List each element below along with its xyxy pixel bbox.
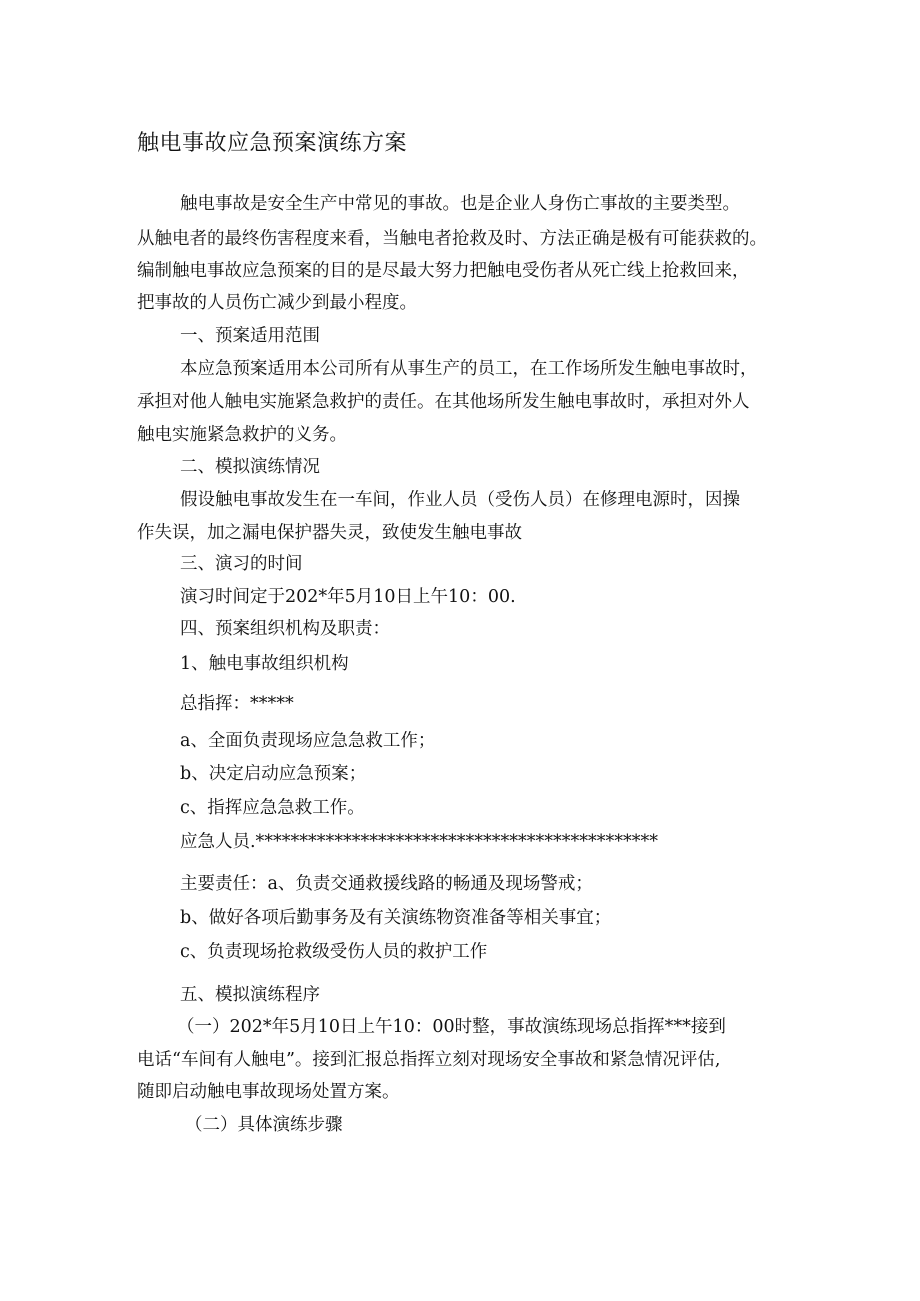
- section-heading: 三、演习的时间: [180, 554, 303, 574]
- paragraph-line: 假设触电事故发生在一车间，作业人员（受伤人员）在修理电源时，因操: [180, 490, 740, 510]
- section-heading: 四、预案组织机构及职责：: [180, 619, 390, 639]
- document-title: 触电事故应急预案演练方案: [137, 131, 408, 156]
- paragraph-line: 把事故的人员伤亡减少到最小程度。: [137, 293, 417, 313]
- paragraph-line: 主要责任：a、负责交通救援线路的畅通及现场警戒；: [180, 874, 593, 894]
- paragraph-line: 随即启动触电事故现场处置方案。: [137, 1082, 400, 1102]
- list-item: c、负责现场抢救级受伤人员的救护工作: [180, 942, 488, 962]
- paragraph-line: 作失误，加之漏电保护器失灵，致使发生触电事故: [137, 523, 522, 543]
- section-heading: 五、模拟演练程序: [180, 985, 320, 1005]
- paragraph-line: 演习时间定于202*年5月10日上午10：00.: [180, 587, 516, 607]
- subsection-heading: （二）具体演练步骤: [185, 1115, 343, 1135]
- paragraph-line: （一）202*年5月10日上午10：00时整，事故演练现场总指挥***接到: [177, 1017, 726, 1037]
- list-item: c、指挥应急急救工作。: [180, 798, 365, 818]
- paragraph-line: 触电事故是安全生产中常见的事故。也是企业人身伤亡事故的主要类型。: [180, 194, 740, 214]
- paragraph-line: 编制触电事故应急预案的目的是尽最大努力把触电受伤者从死亡线上抢救回来，: [137, 261, 750, 281]
- paragraph-line: 总指挥：*****: [180, 694, 294, 714]
- section-heading: 二、模拟演练情况: [180, 457, 320, 477]
- paragraph-line: 触电实施紧急救护的义务。: [137, 425, 347, 445]
- section-heading: 一、预案适用范围: [180, 326, 320, 346]
- paragraph-line: 从触电者的最终伤害程度来看，当触电者抢救及时、方法正确是极有可能获救的。: [137, 229, 767, 249]
- list-item: b、决定启动应急预案；: [180, 764, 367, 784]
- subsection-heading: 1、触电事故组织机构: [180, 654, 349, 674]
- paragraph-line: 应急人员.**********************************************: [180, 832, 659, 852]
- list-item: a、全面负责现场应急急救工作；: [180, 731, 436, 751]
- paragraph-line: 电话“车间有人触电”。接到汇报总指挥立刻对现场安全事故和紧急情况评估,: [137, 1050, 721, 1070]
- paragraph-line: 本应急预案适用本公司所有从事生产的员工，在工作场所发生触电事故时，: [180, 359, 758, 379]
- paragraph-line: 承担对他人触电实施紧急救护的责任。在其他场所发生触电事故时，承担对外人: [137, 392, 750, 412]
- list-item: b、做好各项后勤事务及有关演练物资准备等相关事宜；: [180, 908, 612, 928]
